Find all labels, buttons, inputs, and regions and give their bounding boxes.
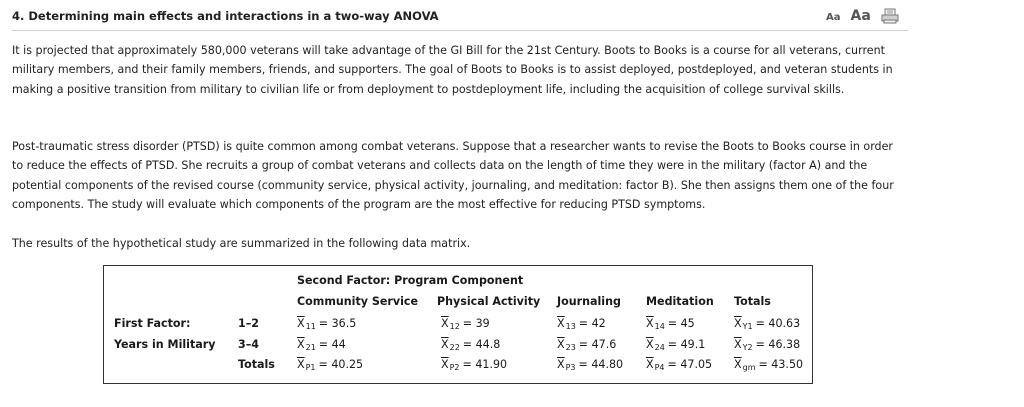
- cell-mean: $\overline{X}22 = 44.8$: [441, 338, 501, 352]
- column-header-community-service: Community Service: [297, 295, 418, 308]
- print-icon[interactable]: [881, 8, 899, 24]
- column-total-mean: $\overline{X}P3 = 44.80$: [557, 358, 624, 372]
- data-matrix: [103, 265, 813, 384]
- column-total-mean: $\overline{X}P2 = 41.90$: [441, 358, 508, 372]
- display-tools: [826, 8, 899, 24]
- increase-font-button[interactable]: Aa: [850, 8, 871, 24]
- second-factor-label: Second Factor: Program Component: [297, 274, 524, 287]
- row-total-mean: $\overline{X}Y1 = 40.63$: [734, 317, 801, 331]
- cell-mean: $\overline{X}21 = 44$: [297, 338, 346, 352]
- header-divider: [12, 30, 908, 31]
- cell-mean: $\overline{X}11 = 36.5$: [297, 317, 357, 331]
- column-header-journaling: Journaling: [557, 295, 621, 308]
- question-title: 4. Determining main effects and interactions in a two-way ANOVA: [12, 9, 439, 23]
- row-level-1: 1–2: [238, 317, 259, 330]
- column-header-totals: Totals: [734, 295, 771, 308]
- totals-row-label: Totals: [238, 358, 275, 371]
- row-level-2: 3–4: [238, 338, 259, 351]
- first-factor-label: First Factor:: [114, 317, 191, 330]
- column-total-mean: $\overline{X}P4 = 47.05$: [646, 358, 713, 372]
- cell-mean: $\overline{X}23 = 47.6$: [557, 338, 617, 352]
- row-total-mean: $\overline{X}Y2 = 46.38$: [734, 338, 801, 352]
- column-header-meditation: Meditation: [646, 295, 714, 308]
- grand-mean: $\overline{X}gm = 43.50$: [734, 358, 804, 372]
- study-description-paragraph: Post-traumatic stress disorder (PTSD) is quite common among combat veterans. Suppose that a researcher wants to revise the Boots to Books course in order to reduce the effects of PTSD. She recruits a group of combat veterans and collects data on the length of time they were in the military (factor A) and the potential components of the revised course (community service, physical activity, journaling, and meditation: factor B). She then assigns them one of the four components. The study will evaluate which components of the program are the most effective for reducing PTSD symptoms.: [12, 140, 894, 211]
- results-intro-paragraph: The results of the hypothetical study are summarized in the following data matrix.: [12, 237, 471, 250]
- first-factor-sub-label: Years in Military: [114, 338, 216, 351]
- decrease-font-button[interactable]: Aa: [826, 12, 841, 23]
- intro-paragraph: It is projected that approximately 580,000 veterans will take advantage of the GI Bill for the 21st Century. Boots to Books is a course for all veterans, current military members, and their family members, friends, and supporters. The goal of Boots to Books is to assist deployed, postdeployed, and veteran students in making a positive transition from military to civilian life or from deployment to postdeployment life, including the acquisition of college survival skills.: [12, 44, 893, 96]
- cell-mean: $\overline{X}13 = 42$: [557, 317, 606, 331]
- cell-mean: $\overline{X}24 = 49.1$: [646, 338, 706, 352]
- column-header-physical-activity: Physical Activity: [437, 295, 541, 308]
- cell-mean: $\overline{X}14 = 45$: [646, 317, 695, 331]
- cell-mean: $\overline{X}12 = 39$: [441, 317, 490, 331]
- column-total-mean: $\overline{X}P1 = 40.25$: [297, 358, 364, 372]
